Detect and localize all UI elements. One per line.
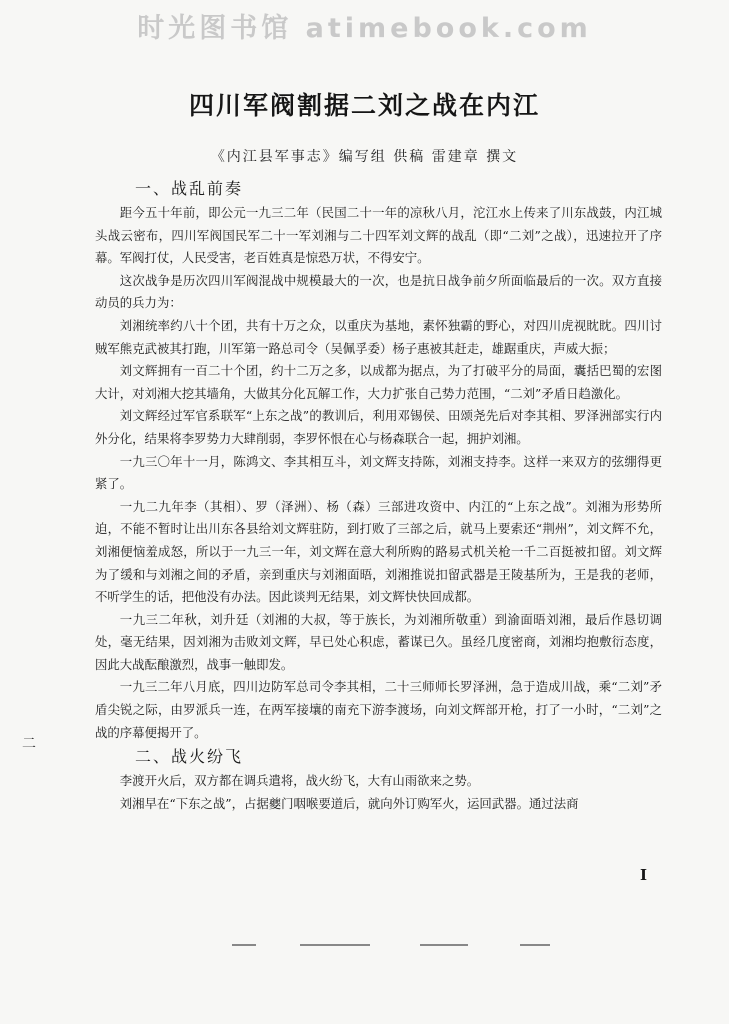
footer-divider — [232, 944, 256, 946]
paragraph: 一九三二年八月底，四川边防军总司令李其相，二十三师师长罗泽洲，急于造成川战，乘“二刘”矛盾尖锐之际，由罗派兵一连，在两军接壤的南充下游李渡场，向刘文辉部开枪，打了一小时，“二刘”之战的序幕便揭开了。 — [95, 679, 662, 740]
paragraph: 一九三二年秋，刘升廷（刘湘的大叔，等于族长，为刘湘所敬重）到渝面晤刘湘，最后作恳切调处，毫无结果，因刘湘为击败刘文辉，早已处心积虑，蓄谋已久。虽经几度密商，刘湘均抱敷衍态度，因此大战酝酿激烈，战事一触即发。 — [95, 611, 662, 672]
paragraph: 这次战争是历次四川军阀混战中规模最大的一次，也是抗日战争前夕所面临最后的一次。双方直接动员的兵力为： — [95, 272, 662, 311]
paragraph: 李渡开火后，双方都在调兵遣将，战火纷飞，大有山雨欲来之势。 — [119, 773, 480, 789]
page-number: I — [640, 866, 648, 884]
paragraph: 刘湘统率约八十个团，共有十万之众，以重庆为基地，素怀独霸的野心，对四川虎视眈眈。四川讨贼军熊克武被其打跑，川军第一路总司令（吴佩孚委）杨子惠被其赶走，雄踞重庆，声威大振； — [95, 317, 662, 356]
footer-divider — [420, 944, 468, 946]
paragraph: 刘文辉经过军官系联军“上东之战”的教训后，利用邓锡侯、田颂尧先后对李其相、罗泽洲部实行内外分化，结果将李罗势力大肆削弱，李罗怀恨在心与杨森联合一起，拥护刘湘。 — [95, 408, 662, 446]
paragraph: 一九三〇年十一月，陈鸿文、李其相互斗，刘文辉支持陈，刘湘支持李。这样一来双方的弦绷得更紧了。 — [95, 453, 662, 492]
section-heading: 二、战火纷飞 — [135, 747, 244, 767]
page-title: 四川军阀割据二刘之战在内江 — [188, 91, 540, 120]
footer-divider — [520, 944, 550, 946]
footer-divider — [300, 944, 370, 946]
section-heading: 一、战乱前奏 — [135, 179, 244, 198]
paragraph: 距今五十年前，即公元一九三二年（民国二十一年的凉秋八月，沱江水上传来了川东战鼓，内江城头战云密布，四川军阀国民军二十一军刘湘与二十四军刘文辉的战乱（即“二刘”之战），迅速拉开了序幕。军阀打仗，人民受害，老百姓真是惊恐万状，不得安宁。 — [95, 205, 662, 266]
margin-mark: 二 — [22, 736, 36, 752]
byline: 《内江县军事志》编写组 供稿 雷建章 撰文 — [210, 149, 519, 165]
paragraph: 刘湘早在“下东之战”，占据夔门咽喉要道后，就向外订购军火，运回武器。通过法商 — [119, 795, 579, 811]
watermark: 时光图书馆 atimebook.com — [137, 13, 592, 44]
paragraph: 刘文辉拥有一百二十个团，约十二万之多，以成都为据点，为了打破平分的局面，囊括巴蜀的宏图大计，对刘湘大挖其墙角，大做其分化瓦解工作，大力扩张自己势力范围，“二刘”矛盾日趋激化。 — [95, 363, 662, 401]
article-body — [95, 176, 662, 815]
paragraph: 一九二九年李（其相）、罗（泽洲）、杨（森）三部进攻资中、内江的“上东之战”。刘湘为形势所迫，不能不暂时让出川东各县给刘文辉驻防，到打败了三部之后，就马上要索还“荆州”，刘文辉不允，刘湘便恼羞成怒，所以于一九三一年，刘文辉在意大利所购的路易式机关枪一千二百挺被扣留。刘文辉为了缓和与刘湘之间的矛盾，亲到重庆与刘湘面晤，刘湘推说扣留武器是王陵基所为，王是我的老师，不听学生的话，把他没有办法。因此谈判无结果，刘文辉快快回成都。 — [95, 498, 662, 605]
